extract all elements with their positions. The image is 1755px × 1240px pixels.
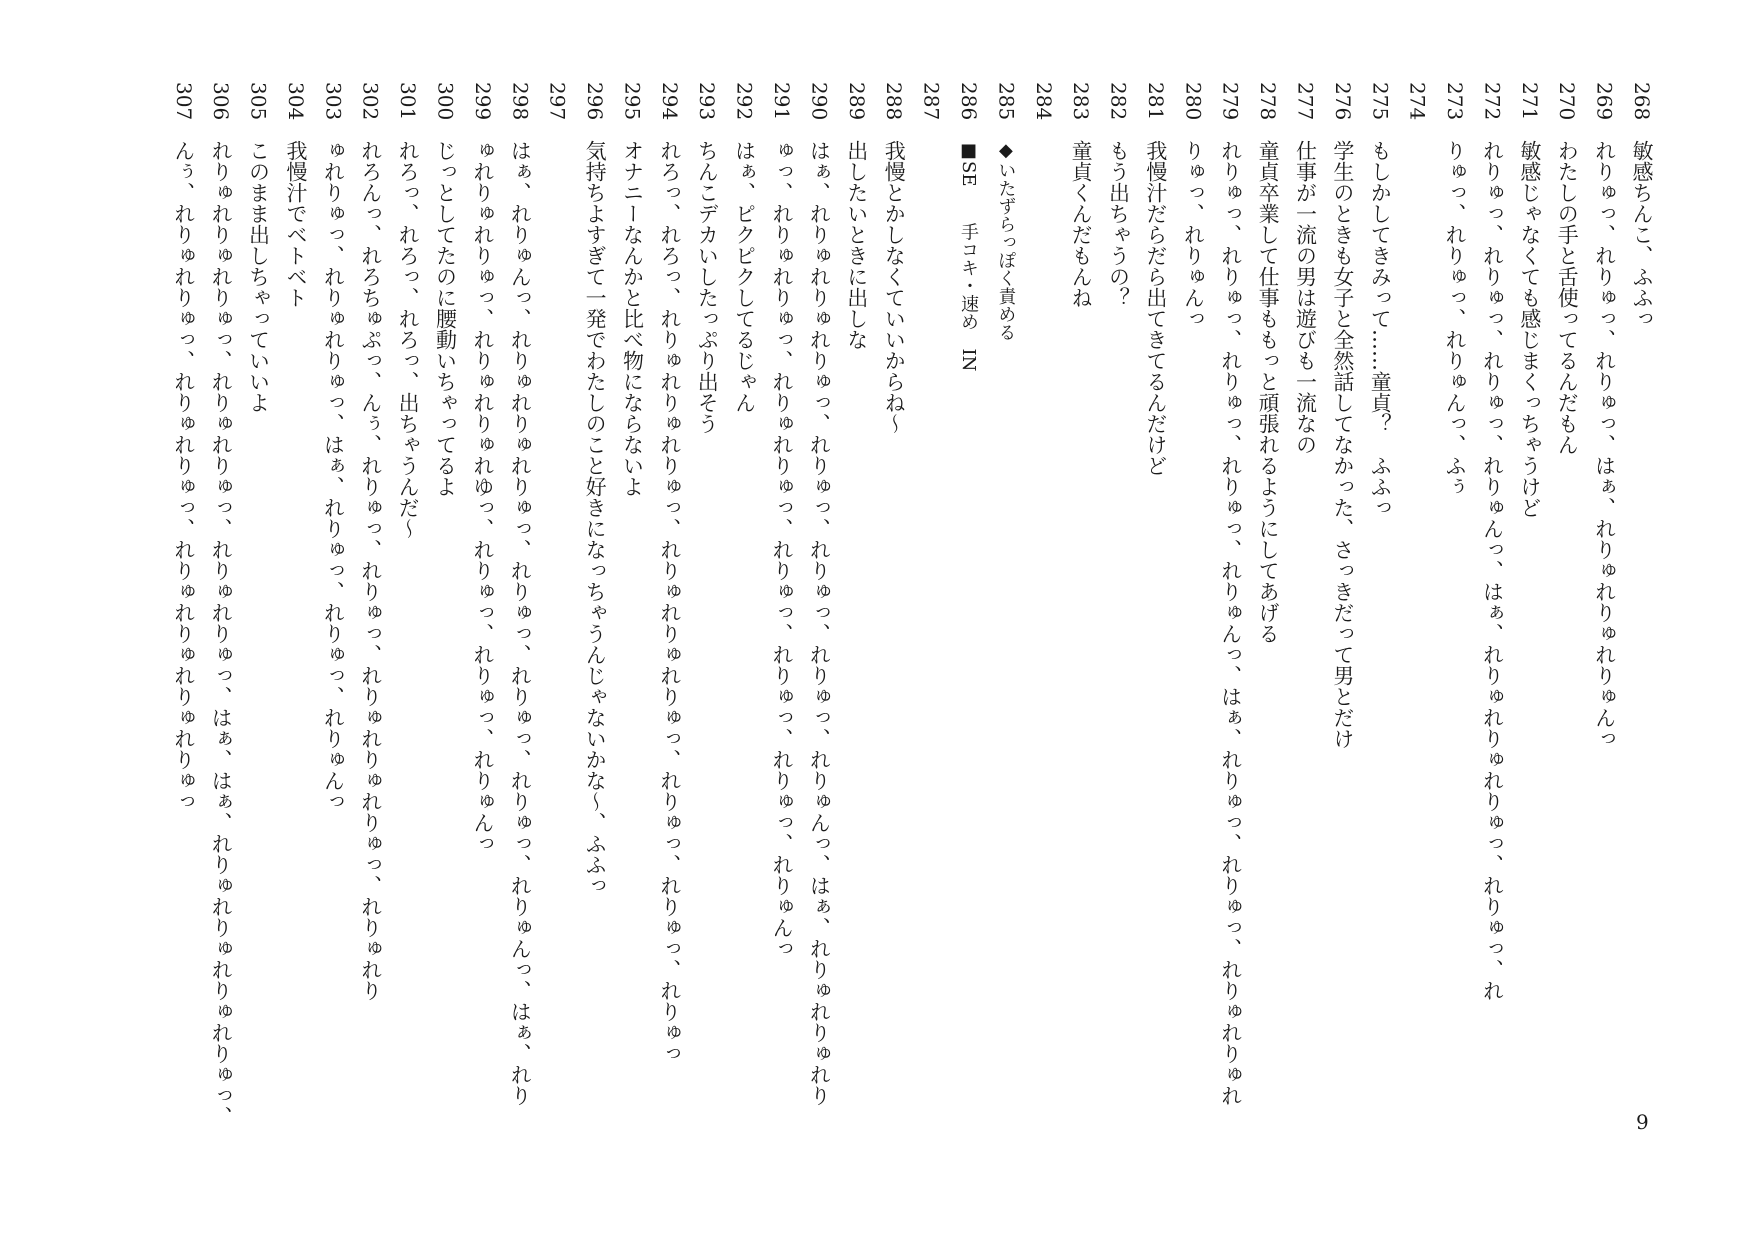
script-line: [1211, 82, 1248, 1182]
line-number: 275: [1368, 82, 1393, 121]
script-line: [1174, 82, 1211, 1182]
line-number: 292: [732, 82, 757, 121]
line-text: 気持ちよすぎて一発でわたしのこと好きになっちゃうんじゃないかな～、ふふっ: [583, 140, 608, 896]
line-text: はぁ、ピクピクしてるじゃん: [732, 140, 757, 413]
line-number: 304: [283, 82, 308, 121]
line-text: 敏感ちんこ、ふふっ: [1630, 140, 1654, 329]
script-line: [987, 82, 1024, 1182]
script-line: [538, 82, 575, 1182]
script-line: [1286, 82, 1323, 1182]
line-text: 童貞卒業して仕事ももっと頑張れるようにしてあげる: [1256, 140, 1281, 644]
line-text: れりゅっ、れりゅっ、れりゅっ、はぁ、れりゅれりゅれりゅんっ: [1592, 140, 1617, 749]
script-line: [1024, 82, 1061, 1182]
script-line: [1137, 82, 1174, 1182]
line-number: 286: [956, 82, 981, 121]
line-number: 290: [807, 82, 832, 121]
script-line: [650, 82, 687, 1182]
line-text: わたしの手と舌使ってるんだもん: [1555, 140, 1580, 455]
script-line: [1548, 82, 1585, 1182]
line-text: れりゅれりゅれりゅっ、れりゅれりゅっ、れりゅれりゅっ、はぁ、はぁ、れりゅれりゅれりゅれりゅっ、: [209, 140, 234, 1127]
line-text: 学生のときも女子と全然話してなかった、さっきだって男とだけ: [1330, 140, 1355, 749]
page-number: 9: [1636, 1110, 1649, 1134]
line-text: れろっ、れろっ、れりゅれりゅれりゅっ、れりゅれりゅれりゅっ、れりゅっ、れりゅっ、れりゅっ: [657, 140, 682, 1064]
line-number: 282: [1106, 82, 1131, 121]
line-text: はぁ、れりゅんっ、れりゅれりゅれりゅっ、れりゅっ、れりゅっ、れりゅっ、れりゅんっ、はぁ、れり: [508, 140, 533, 1106]
script-columns: [164, 82, 1660, 1182]
line-number: 277: [1293, 82, 1318, 121]
line-number: 303: [321, 82, 346, 121]
script-line: [950, 82, 987, 1182]
line-number: 280: [1181, 82, 1206, 121]
line-text: このまま出しちゃっていいよ: [246, 140, 271, 413]
line-text: 我慢汁でベトベト: [283, 140, 308, 308]
line-text: じっとしてたのに腰動いちゃってるよ: [433, 140, 458, 497]
line-text: りゅっ、れりゅんっ: [1181, 140, 1206, 329]
script-line: [426, 82, 463, 1182]
line-number: 289: [844, 82, 869, 121]
line-number: 272: [1480, 82, 1505, 121]
script-line: [1585, 82, 1622, 1182]
script-line: [1323, 82, 1360, 1182]
line-number: 273: [1443, 82, 1468, 121]
script-line: [239, 82, 276, 1182]
line-number: 270: [1555, 82, 1580, 121]
line-number: 294: [657, 82, 682, 121]
line-text: れろっ、れろっ、れろっ、出ちゃうんだ～: [396, 140, 421, 539]
line-text: んぅ、れりゅれりゅっ、れりゅれりゅっ、れりゅれりゅれりゅれりゅっ: [171, 140, 196, 812]
script-line: [1436, 82, 1473, 1182]
line-text: 敏感じゃなくても感じまくっちゃうけど: [1517, 140, 1542, 518]
script-line: [800, 82, 837, 1182]
script-line: [1099, 82, 1136, 1182]
script-line: [351, 82, 388, 1182]
line-text: もう出ちゃうの？: [1106, 140, 1131, 308]
line-number: 300: [433, 82, 458, 121]
line-text: はぁ、れりゅれりゅれりゅっ、れりゅっ、れりゅっ、れりゅっ、れりゅんっ、はぁ、れりゅれりゅれり: [807, 140, 832, 1106]
script-line: [576, 82, 613, 1182]
script-line: [389, 82, 426, 1182]
line-text: 仕事が一流の男は遊びも一流なの: [1293, 140, 1318, 455]
line-text: れりゅっ、れりゅっ、れりゅっ、れりゅんっ、はぁ、れりゅれりゅれりゅっ、れりゅっ、れ: [1480, 140, 1505, 1001]
script-line: [763, 82, 800, 1182]
line-text: ちんこデカいしたっぷり出そう: [695, 140, 720, 434]
script-line: [1398, 82, 1435, 1182]
line-number: 297: [545, 82, 570, 121]
line-text: 我慢とかしなくていいからね～: [882, 140, 907, 434]
line-number: 307: [171, 82, 196, 121]
line-number: 283: [1069, 82, 1094, 121]
line-text: れりゅっ、れりゅっ、れりゅっ、れりゅっ、れりゅんっ、はぁ、れりゅっ、れりゅっ、れりゅれりゅれ: [1218, 140, 1243, 1106]
script-line: [277, 82, 314, 1182]
line-number: 284: [1031, 82, 1056, 121]
line-number: 278: [1256, 82, 1281, 121]
script-line: [725, 82, 762, 1182]
line-number: 271: [1517, 82, 1542, 121]
line-text: もしかしてきみって……童貞？ ふふっ: [1368, 140, 1393, 518]
line-number: 302: [358, 82, 383, 121]
line-number: 306: [209, 82, 234, 121]
line-text: ゅっ、れりゅれりゅっ、れりゅれりゅっ、れりゅっ、れりゅっ、れりゅっ、れりゅんっ: [770, 140, 795, 959]
line-text: オナニーなんかと比べ物にならないよ: [620, 140, 645, 497]
script-line: [1062, 82, 1099, 1182]
line-number: 291: [770, 82, 795, 121]
line-number: 299: [470, 82, 495, 121]
script-line: [613, 82, 650, 1182]
line-text: 童貞くんだもんね: [1069, 140, 1094, 308]
line-text: 出したいときに出しな: [844, 140, 869, 350]
script-line: [464, 82, 501, 1182]
script-line: [912, 82, 949, 1182]
line-number: 276: [1330, 82, 1355, 121]
stage-direction: ■SE 手コキ・速め IN: [957, 140, 979, 372]
stage-direction: ◆いたずらっぽく責める: [995, 140, 1017, 341]
line-text: れろんっ、れろちゅぷっ、んぅ、れりゅっ、れりゅっ、れりゅれりゅれりゅっ、れりゅれり: [358, 140, 383, 1001]
line-number: 269: [1592, 82, 1617, 121]
line-number: 298: [508, 82, 533, 121]
line-number: 296: [583, 82, 608, 121]
script-line: [1623, 82, 1660, 1182]
line-number: 285: [994, 82, 1019, 121]
line-number: 288: [882, 82, 907, 121]
line-number: 279: [1218, 82, 1243, 121]
script-line: [688, 82, 725, 1182]
line-number: 268: [1630, 82, 1654, 121]
script-line: [1510, 82, 1547, 1182]
script-line: [314, 82, 351, 1182]
line-number: 293: [695, 82, 720, 121]
line-text: 我慢汁だらだら出てきてるんだけど: [1143, 140, 1168, 476]
line-text: りゅっ、れりゅっ、れりゅんっ、ふぅ: [1443, 140, 1468, 497]
line-text: ゅれりゅっ、れりゅれりゅっ、はぁ、れりゅっ、れりゅっ、れりゅんっ: [321, 140, 346, 812]
line-number: 295: [620, 82, 645, 121]
script-line: [501, 82, 538, 1182]
script-line: [875, 82, 912, 1182]
script-line: [202, 82, 239, 1182]
line-number: 274: [1405, 82, 1430, 121]
script-line: [164, 82, 201, 1182]
script-line: [1249, 82, 1286, 1182]
script-line: [1361, 82, 1398, 1182]
line-number: 301: [396, 82, 421, 121]
line-number: 305: [246, 82, 271, 121]
line-number: 287: [919, 82, 944, 121]
line-text: ゅれりゅれりゅっ、れりゅれりゅれゆっ、れりゅっ、れりゅっ、れりゅんっ: [470, 140, 495, 854]
line-number: 281: [1143, 82, 1168, 121]
script-line: [837, 82, 874, 1182]
script-line: [1473, 82, 1510, 1182]
